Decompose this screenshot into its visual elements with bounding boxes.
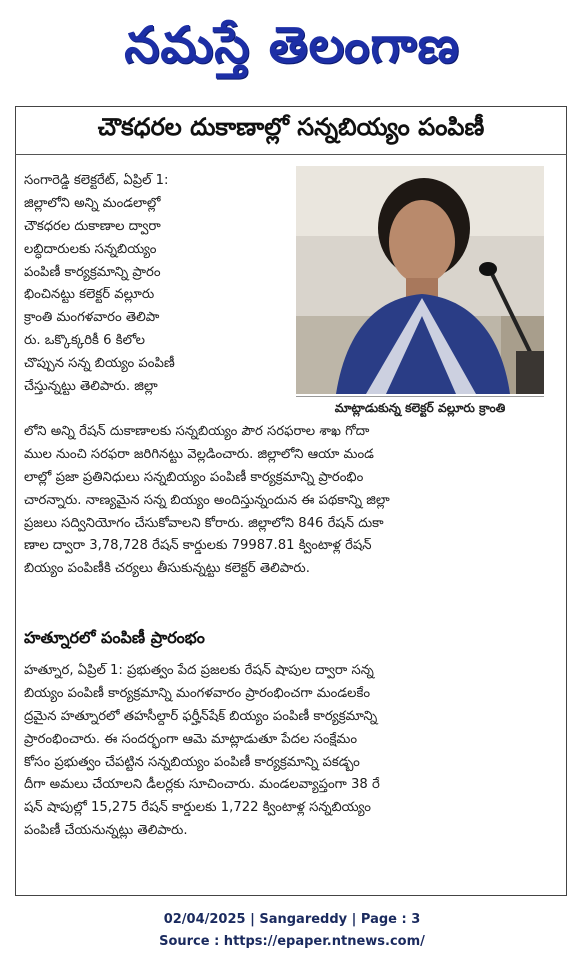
text-line: సంగారెడ్డి కలెక్టరేట్, ఏప్రిల్ 1: bbox=[24, 173, 169, 188]
masthead bbox=[0, 0, 584, 90]
intro-text bbox=[24, 170, 175, 399]
text-line: చొప్పున సన్న బియ్యం పంపిణీ bbox=[24, 356, 175, 372]
sub-heading: హత్నూరలో పంపిణీ ప్రారంభం bbox=[24, 628, 205, 647]
text-line: లబ్ధిదారులకు సన్నబియ్యం bbox=[24, 241, 157, 257]
text-line: లాల్లో ప్రజా ప్రతినిధులు సన్నబియ్యం పంపిణీ కార్యక్రమాన్ని ప్రారంభిం bbox=[24, 469, 364, 485]
masthead-title: నమస్తే తెలంగాణ bbox=[124, 15, 460, 74]
text-line: చేస్తున్నట్టు తెలిపారు. జిల్లా bbox=[24, 379, 158, 395]
text-line: క్రాంతి మంగళవారం తెలిపా bbox=[24, 310, 160, 326]
photo-caption-box bbox=[296, 396, 544, 421]
text-line: షన్ షాపుల్లో 15,275 రేషన్ కార్డులకు 1,722 క్వింటాళ్ల సన్నబియ్యం bbox=[24, 800, 371, 816]
text-line: కోసం ప్రభుత్వం చేపట్టిన సన్నబియ్యం పంపిణీ కార్యక్రమాన్ని పకడ్బం bbox=[24, 754, 360, 770]
text-line: పంపిణీ కార్యక్రమాన్ని ప్రారం bbox=[24, 264, 161, 280]
footer-date-line: 02/04/2025 | Sangareddy | Page : 3 bbox=[163, 912, 421, 927]
text-line: రు. ఒక్కొక్కరికీ 6 కిలోల bbox=[24, 333, 146, 349]
text-line: పంపిణీ చేయనున్నట్లు తెలిపారు. bbox=[24, 823, 188, 839]
article-headline: చౌకధరల దుకాణాల్లో సన్నబియ్యం పంపిణీ bbox=[97, 113, 485, 141]
second-story-text bbox=[24, 660, 380, 843]
text-line: హత్నూర, ఏప్రిల్ 1: ప్రభుత్వం పేద ప్రజలకు రేషన్ షాపుల ద్వారా సన్న bbox=[24, 663, 374, 678]
text-line: బియ్యం పంపిణీకి చర్యలు తీసుకున్నట్టు కలెక్టర్ తెలిపారు. bbox=[24, 561, 310, 577]
text-line: జిల్లాలోని అన్ని మండలాల్లో bbox=[24, 195, 161, 211]
collector-photo-image bbox=[296, 166, 544, 394]
footer-source-line: Source : https://epaper.ntnews.com/ bbox=[159, 934, 425, 949]
text-line: ద్రమైన హత్నూరలో తహసీల్దార్ ఫర్హీన్‌షేక్ బియ్యం పంపిణీ కార్యక్రమాన్ని bbox=[24, 708, 378, 724]
text-line: చారన్నారు. నాణ్యమైన సన్న బియ్యం అందిస్తున్నందున ఈ పథకాన్ని జిల్లా bbox=[24, 492, 390, 508]
text-line: బియ్యం పంపిణీ కార్యక్రమాన్ని మంగళవారం ప్రారంభించగా మండలకేం bbox=[24, 685, 371, 701]
text-line: ప్రారంభించారు. ఈ సందర్భంగా ఆమె మాట్లాడుతూ పేదల సంక్షేమం bbox=[24, 731, 358, 747]
article-headline-box bbox=[15, 106, 567, 154]
text-line: భించినట్టు కలెక్టర్ వల్లూరు bbox=[24, 287, 155, 303]
photo-caption: మాట్లాడుకున్న కలెక్టర్ వల్లూరు క్రాంతి bbox=[334, 400, 506, 415]
text-line: ముల నుంచి సరఫరా జరిగినట్టు వెల్లడించారు. జిల్లాలోని ఆయా మండ bbox=[24, 446, 374, 462]
body-text bbox=[24, 421, 390, 581]
headline-divider bbox=[15, 154, 567, 155]
text-line: చౌకధరల దుకాణాల ద్వారా bbox=[24, 218, 161, 234]
text-line: ప్రజలు సద్వినియోగం చేసుకోవాలని కోరారు. జిల్లాలోని 846 రేషన్ దుకా bbox=[24, 515, 384, 531]
text-line: ణాల ద్వారా 3,78,728 రేషన్ కార్డులకు 79987.81 క్వింటాళ్ల రేషన్ bbox=[24, 538, 372, 554]
text-line: దీగా అమలు చేయాలని డీలర్లకు సూచించారు. మండలవ్యాప్తంగా 38 రే bbox=[24, 777, 380, 793]
collector-photo bbox=[296, 166, 544, 394]
text-line: లోని అన్ని రేషన్ దుకాణాలకు సన్నబియ్యం పౌర సరఫరాల శాఖ గోదా bbox=[24, 424, 370, 439]
